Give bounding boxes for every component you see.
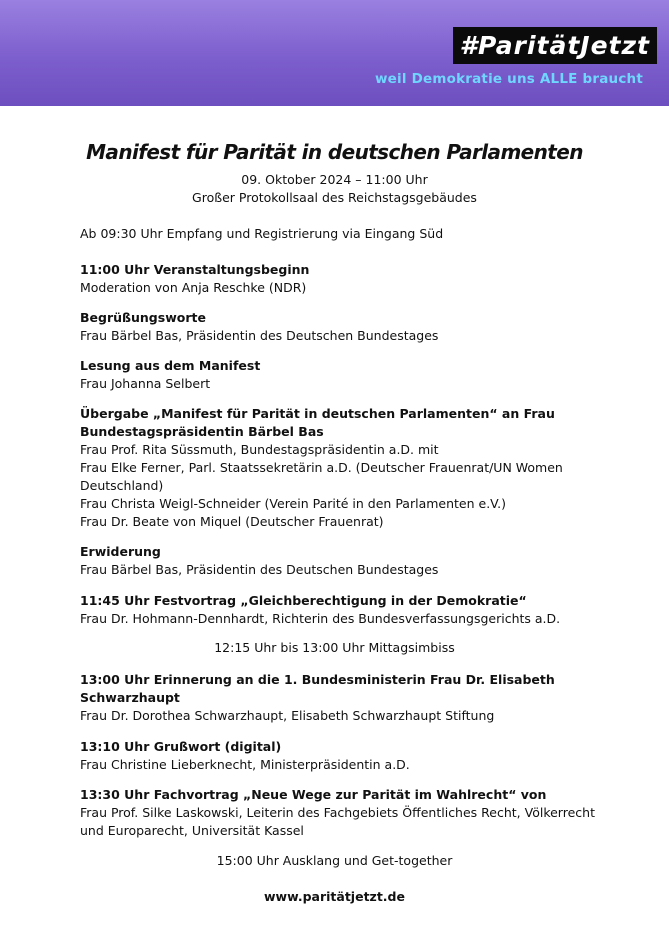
program-item (80, 405, 620, 531)
closing: 15:00 Uhr Ausklang und Get-together (216, 853, 453, 868)
program-item-head: 13:10 Uhr Grußwort (digital) (80, 739, 282, 754)
program-item-line: Frau Bärbel Bas, Präsidentin des Deutschen Bundestages (80, 562, 439, 577)
program-item (80, 671, 620, 725)
website-link[interactable]: www.paritätjetzt.de (264, 889, 405, 904)
program-item (80, 592, 620, 628)
program-item-line: Frau Johanna Selbert (80, 376, 211, 391)
program-item-head: Erwiderung (80, 544, 161, 559)
program-item-line: Frau Prof. Rita Süssmuth, Bundestagspräsidentin a.D. mit (80, 442, 439, 457)
program-item (80, 738, 620, 774)
reception-text: Ab 09:30 Uhr Empfang und Registrierung via Eingang Süd (80, 226, 444, 241)
program-item-head: Bundestagspräsidentin Bärbel Bas (80, 424, 324, 439)
program-item-head: Übergabe „Manifest für Parität in deutschen Parlamenten“ an Frau (80, 406, 555, 421)
program-item-line: Frau Dr. Hohmann-Dennhardt, Richterin des Bundesverfassungsgerichts a.D. (80, 611, 561, 626)
program-item-line: Frau Christine Lieberknecht, Ministerpräsidentin a.D. (80, 757, 410, 772)
document-title: Manifest für Parität in deutschen Parlamenten (86, 140, 583, 164)
hashtag-logo: #ParitätJetzt (453, 27, 657, 64)
program-item-head: Schwarzhaupt (80, 690, 180, 705)
program-item (80, 786, 620, 840)
program-item (80, 543, 620, 579)
program-item-head: 13:00 Uhr Erinnerung an die 1. Bundesministerin Frau Dr. Elisabeth (80, 672, 555, 687)
program-item-line: Frau Prof. Silke Laskowski, Leiterin des Fachgebiets Öffentliches Recht, Völkerrecht (80, 805, 595, 820)
event-venue: Großer Protokollsaal des Reichstagsgebäudes (192, 190, 477, 205)
event-date: 09. Oktober 2024 – 11:00 Uhr (241, 172, 428, 187)
program-item-line: Frau Elke Ferner, Parl. Staatssekretärin a.D. (Deutscher Frauenrat/UN Women (80, 460, 563, 475)
program-item-head: Lesung aus dem Manifest (80, 358, 261, 373)
program-item-line: Moderation von Anja Reschke (NDR) (80, 280, 307, 295)
program-item-line: Frau Christa Weigl-Schneider (Verein Parité in den Parlamenten e.V.) (80, 496, 506, 511)
program-item-line: und Europarecht, Universität Kassel (80, 823, 304, 838)
program-item-head: 13:30 Uhr Fachvortrag „Neue Wege zur Parität im Wahlrecht“ von (80, 787, 547, 802)
reception-note (80, 225, 620, 243)
program-item-line: Deutschland) (80, 478, 164, 493)
program-item-head: 11:45 Uhr Festvortrag „Gleichberechtigung in der Demokratie“ (80, 593, 527, 608)
program-item-line: Frau Bärbel Bas, Präsidentin des Deutschen Bundestages (80, 328, 439, 343)
program-item-line: Frau Dr. Beate von Miquel (Deutscher Frauenrat) (80, 514, 384, 529)
program-item (80, 357, 620, 393)
lunch-break: 12:15 Uhr bis 13:00 Uhr Mittagsimbiss (214, 640, 455, 655)
program-item-head: Begrüßungsworte (80, 310, 206, 325)
program-item-line: Frau Dr. Dorothea Schwarzhaupt, Elisabeth Schwarzhaupt Stiftung (80, 708, 495, 723)
header-banner (0, 0, 669, 106)
program-item-head: 11:00 Uhr Veranstaltungsbeginn (80, 262, 310, 277)
program-item (80, 261, 620, 297)
program-item (80, 309, 620, 345)
tagline: weil Demokratie uns ALLE braucht (374, 71, 643, 87)
